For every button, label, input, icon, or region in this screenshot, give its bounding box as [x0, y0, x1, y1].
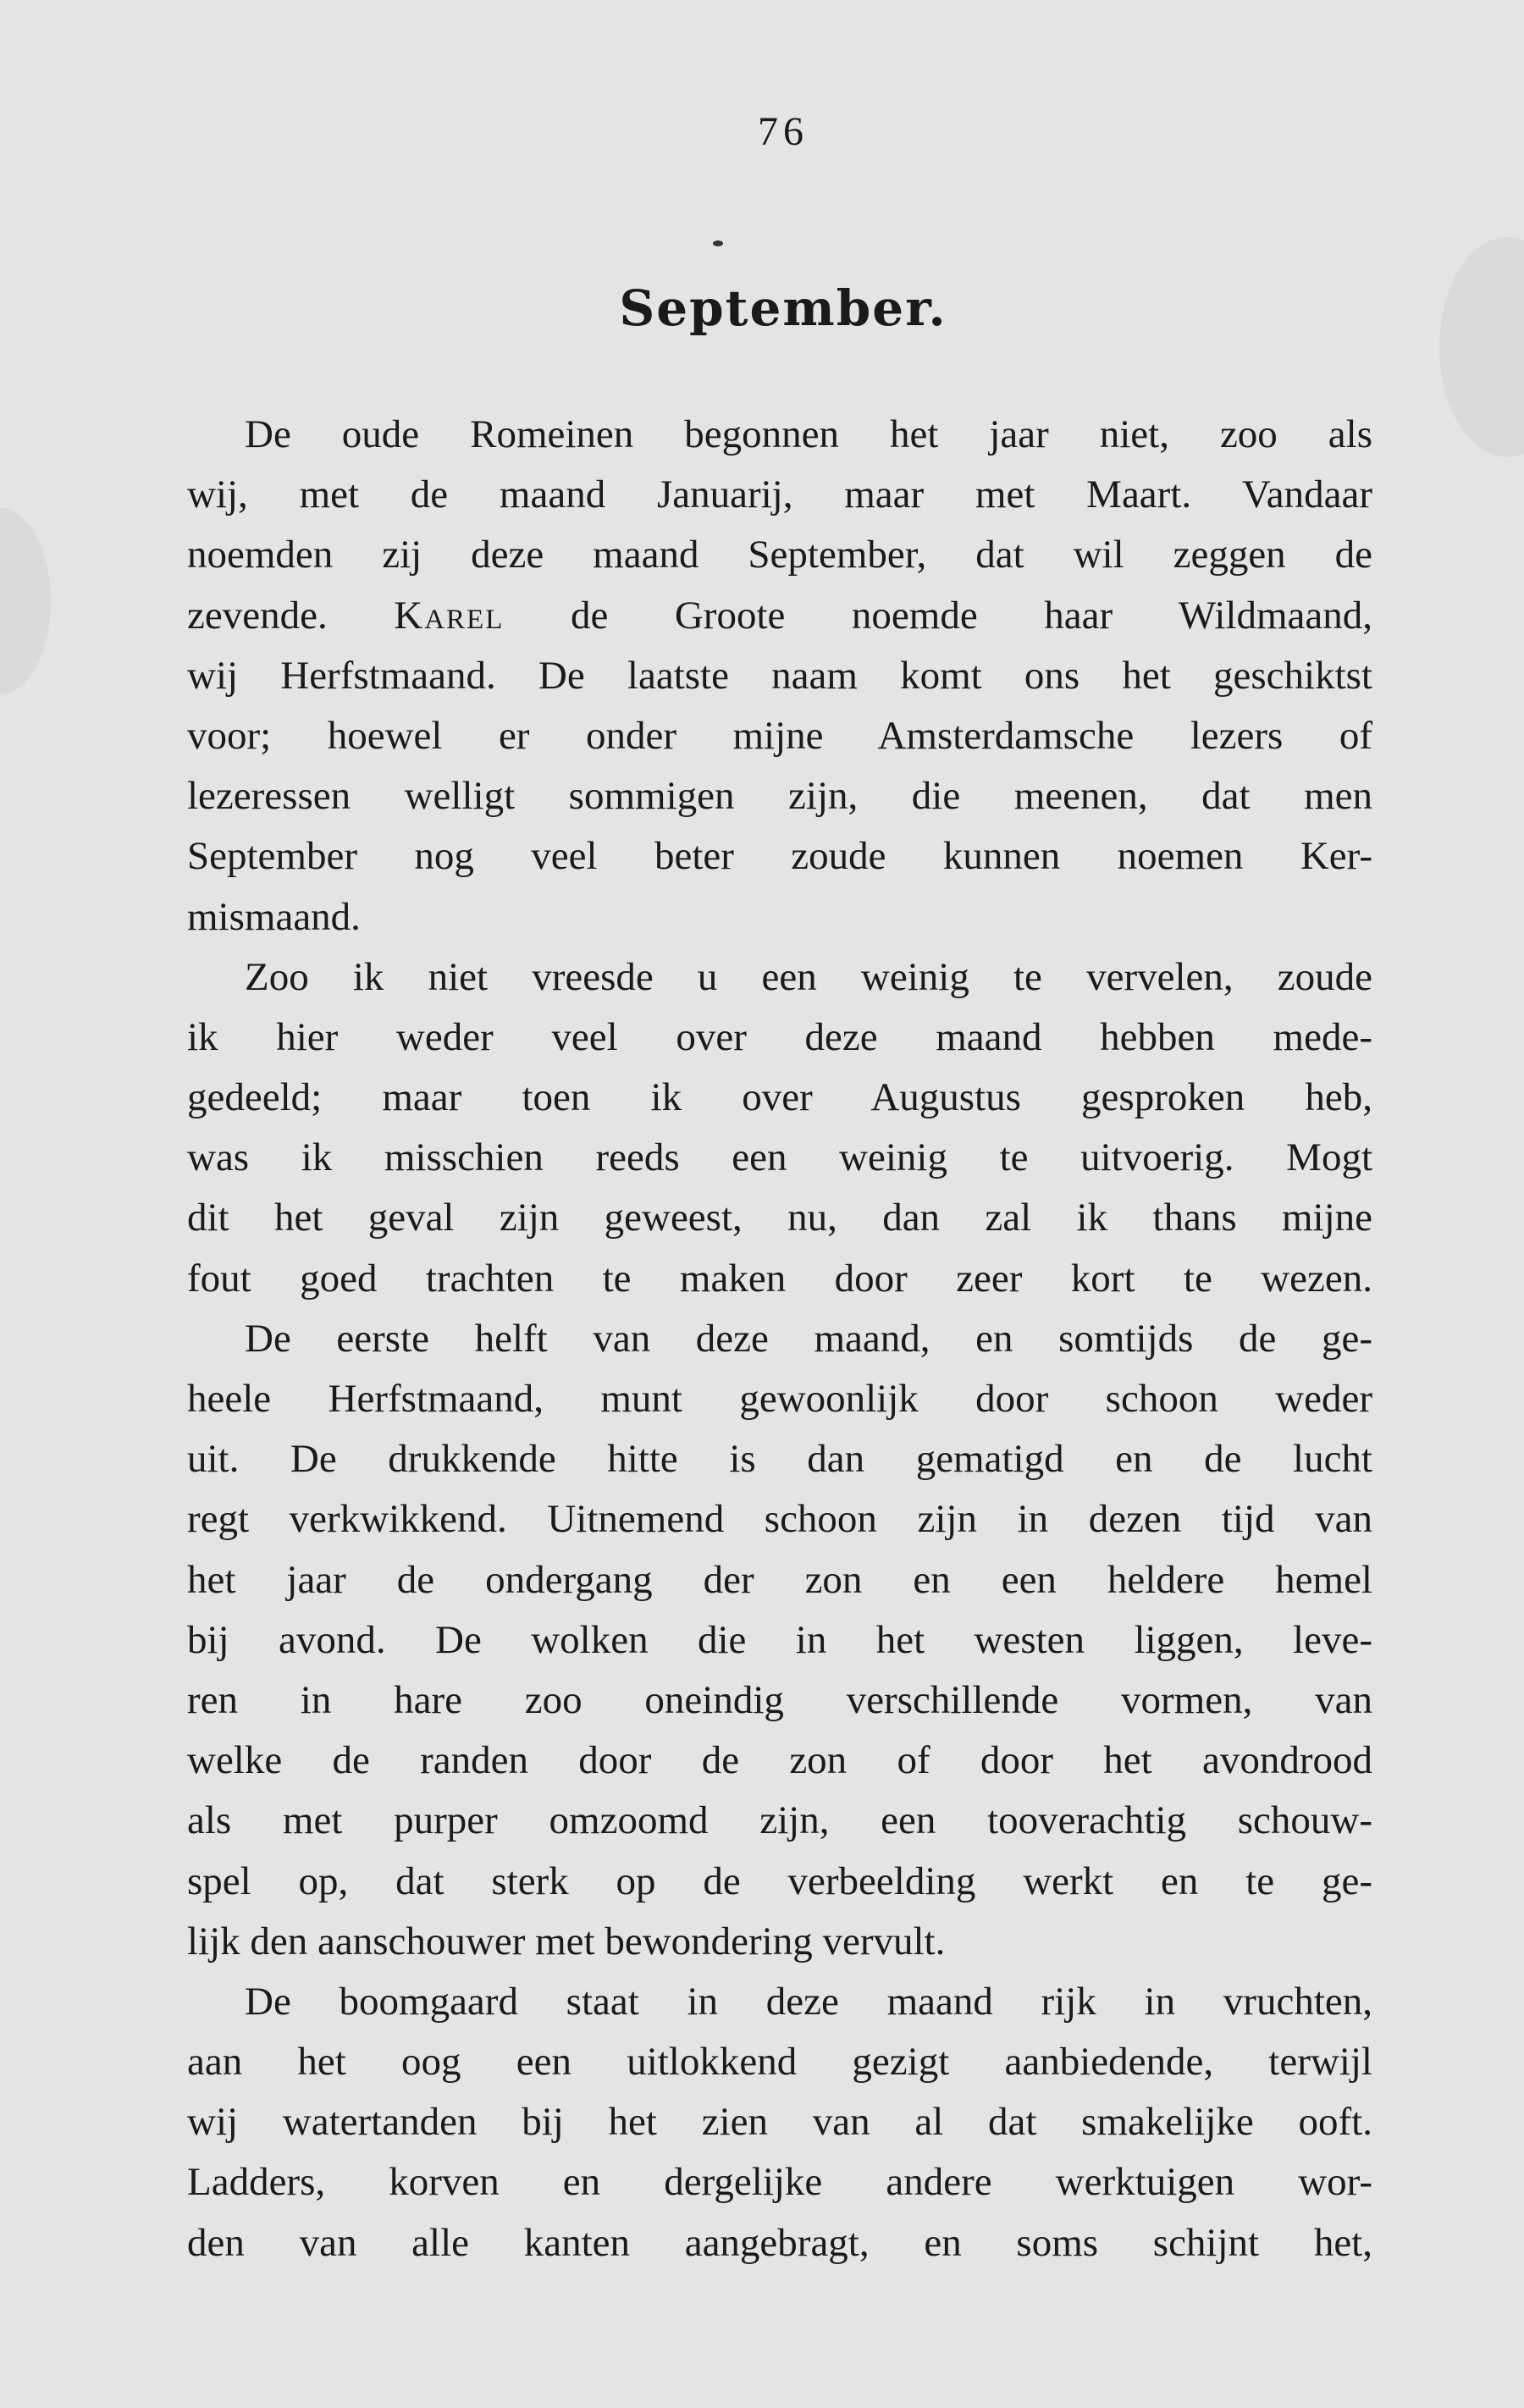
text-line: het jaar de ondergang der zon en een heldere hemel [187, 1557, 1372, 1602]
text-line: September nog veel beter zoude kunnen noemen Ker- [187, 834, 1372, 879]
text-line: was ik misschien reeds een weinig te uitvoerig. Mogt [187, 1135, 1372, 1180]
text-line: wij Herfstmaand. De laatste naam komt ons het geschiktst [187, 653, 1372, 698]
chapter-title: September. [619, 279, 947, 337]
text-line: De eerste helft van deze maand, en somtijds de ge- [245, 1316, 1372, 1361]
body-text [187, 405, 1372, 2273]
text-line: mismaand. [187, 894, 361, 939]
text-line: wij, met de maand Januarij, maar met Maart. Vandaar [187, 472, 1372, 517]
text-line: fout goed trachten te maken door zeer kort te wezen. [187, 1256, 1372, 1301]
text-line: regt verkwikkend. Uitnemend schoon zijn in dezen tijd van [187, 1497, 1372, 1542]
ink-mark [713, 240, 723, 246]
text-line: uit. De drukkende hitte is dan gematigd en de lucht [187, 1437, 1372, 1482]
text-line: De boomgaard staat in deze maand rijk in vruchten, [245, 1979, 1372, 2024]
text-line: dit het geval zijn geweest, nu, dan zal ik thans mijne [187, 1196, 1372, 1240]
text-line: noemden zij deze maand September, dat wil zeggen de [187, 533, 1372, 577]
text-line: gedeeld; maar toen ik over Augustus gesproken heb, [187, 1075, 1372, 1120]
text-line: aan het oog een uitlokkend gezigt aanbiedende, terwijl [187, 2040, 1372, 2085]
text-line: lijk den aanschouwer met bewondering vervult. [187, 1919, 946, 1963]
text-line: spel op, dat sterk op de verbeelding werkt en te ge- [187, 1858, 1372, 1903]
text-line: lezeressen welligt sommigen zijn, die meenen, dat men [187, 774, 1372, 819]
text-line: Ladders, korven en dergelijke andere werktuigen wor- [187, 2160, 1372, 2205]
page-number: 76 [758, 109, 809, 154]
text-line: ren in hare zoo oneindig verschillende vormen, van [187, 1677, 1372, 1722]
text-line: als met purper omzoomd zijn, een tooverachtig schouw- [187, 1798, 1372, 1843]
text-line: den van alle kanten aangebragt, en soms schijnt het, [187, 2220, 1372, 2265]
text-line: voor; hoewel er onder mijne Amsterdamsche lezers of [187, 713, 1372, 758]
text-line: heele Herfstmaand, munt gewoonlijk door schoon weder [187, 1377, 1372, 1421]
text-line: bij avond. De wolken die in het westen liggen, leve- [187, 1617, 1372, 1662]
text-line: ik hier weder veel over deze maand hebben mede- [187, 1014, 1372, 1059]
paper-stain [0, 508, 51, 694]
person-name: Karel [394, 593, 505, 638]
text-line: wij watertanden bij het zien van al dat smakelijke ooft. [187, 2100, 1372, 2145]
text-fragment: zevende. [187, 593, 395, 638]
text-line: Zoo ik niet vreesde u een weinig te vervelen, zoude [245, 954, 1372, 999]
text-line [187, 586, 1372, 646]
paper-stain [1439, 237, 1524, 457]
text-fragment: de Groote noemde haar Wildmaand, [504, 593, 1372, 638]
text-line: De oude Romeinen begonnen het jaar niet, zoo als [245, 412, 1372, 456]
text-line: welke de randen door de zon of door het avondrood [187, 1738, 1372, 1783]
